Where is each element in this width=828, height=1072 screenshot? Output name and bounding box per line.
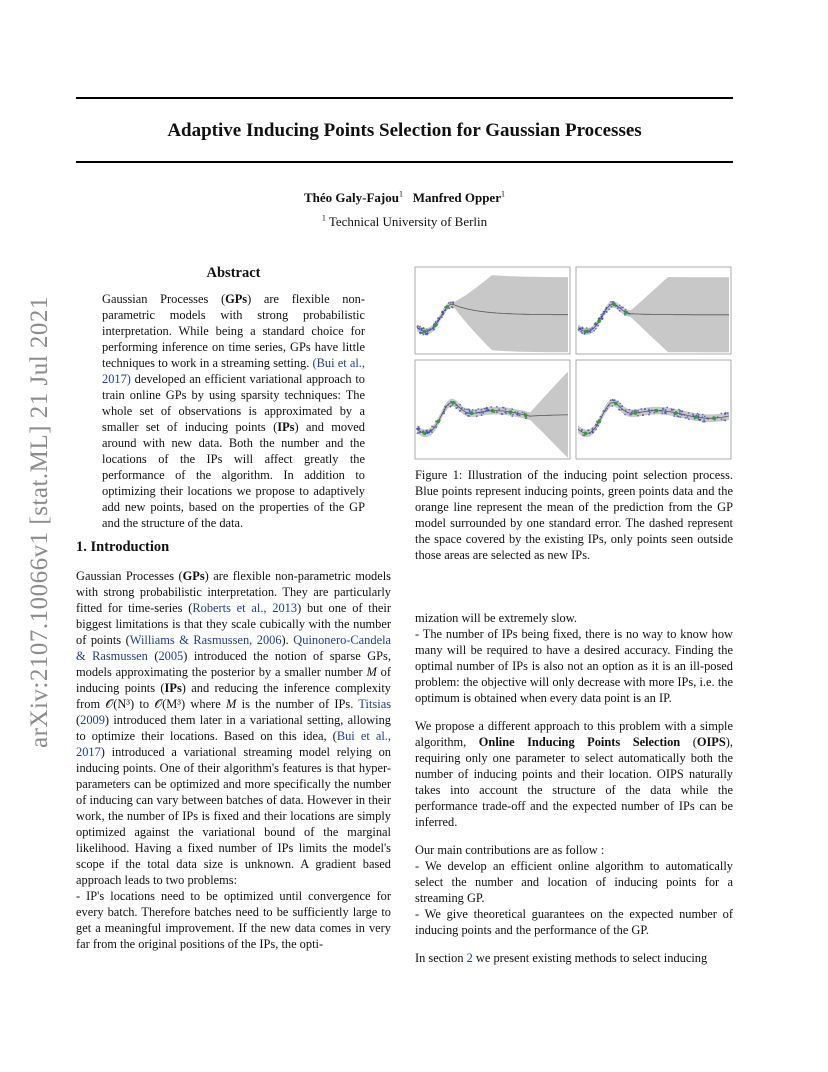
data-point: [649, 412, 651, 414]
data-point: [442, 314, 444, 316]
data-point: [681, 414, 683, 416]
data-point: [621, 405, 623, 407]
data-point: [617, 307, 619, 309]
data-point: [484, 408, 486, 410]
data-point: [688, 412, 690, 414]
data-point: [662, 412, 664, 414]
section-heading-introduction: 1. Introduction: [76, 539, 170, 555]
data-point: [622, 306, 624, 308]
data-point: [648, 409, 650, 411]
data-point: [644, 408, 646, 410]
data-point: [673, 415, 675, 417]
data-point: [627, 412, 629, 414]
affiliation-name: Technical University of Berlin: [328, 214, 488, 229]
data-point: [611, 306, 613, 308]
data-point: [653, 412, 655, 414]
data-point: [586, 327, 588, 329]
data-point: [624, 314, 626, 316]
data-point: [433, 328, 435, 330]
author-list: [76, 190, 733, 206]
data-point: [455, 404, 457, 406]
data-point: [665, 409, 667, 411]
data-point: [619, 310, 621, 312]
data-point: [427, 330, 429, 332]
inducing-point: [634, 411, 638, 415]
data-point: [423, 334, 425, 336]
data-point: [459, 404, 461, 406]
citation-link[interactable]: Williams & Rasmussen, 2006: [129, 633, 282, 647]
data-point: [496, 411, 498, 413]
data-point: [592, 327, 594, 329]
data-point: [433, 426, 435, 428]
data-point: [603, 313, 605, 315]
citation-link[interactable]: 2: [466, 951, 473, 965]
data-point: [595, 328, 597, 330]
paper-title: Adaptive Inducing Points Selection for Gaussian Processes: [167, 120, 642, 141]
data-point: [620, 307, 622, 309]
data-point: [624, 414, 626, 416]
figure-1-illustration: [413, 265, 733, 461]
data-point: [431, 425, 433, 427]
data-point: [479, 412, 481, 414]
data-point: [679, 413, 681, 415]
data-point: [610, 399, 612, 401]
data-point: [488, 409, 490, 411]
data-point: [600, 314, 602, 316]
data-point: [595, 424, 597, 426]
inducing-point: [470, 412, 474, 416]
data-point: [449, 406, 451, 408]
data-point: [522, 411, 524, 413]
data-point: [721, 413, 723, 415]
data-point: [589, 433, 591, 435]
figure-caption: Figure 1: Illustration of the inducing point selection process. Blue points represent inducing points, green points data and the orange line represent the mean of the prediction from the GP model surrounded by one standard error. The dashed represent the space covered by the existing IPs, only points seen outside those areas are selected as new IPs.: [415, 468, 733, 562]
data-point: [595, 429, 597, 431]
data-point: [466, 412, 468, 414]
data-point: [582, 328, 584, 330]
data-point: [608, 405, 610, 407]
data-point: [637, 410, 639, 412]
data-point: [444, 310, 446, 312]
data-point: [688, 418, 690, 420]
author-affil-mark: 1: [399, 189, 403, 199]
citation-link[interactable]: Titsias: [358, 697, 392, 711]
data-point: [593, 330, 595, 332]
data-point: [419, 326, 421, 328]
data-point: [417, 325, 419, 327]
data-point: [638, 412, 640, 414]
data-point: [682, 410, 684, 412]
affiliation-mark: 1: [321, 213, 326, 223]
data-point: [642, 414, 644, 416]
citation-link[interactable]: Roberts et al., 2013: [192, 601, 298, 615]
data-point: [483, 412, 485, 414]
data-point: [447, 404, 449, 406]
data-point: [526, 417, 528, 419]
data-point: [437, 320, 439, 322]
data-point: [582, 434, 584, 436]
data-point: [628, 409, 630, 411]
data-point: [442, 413, 444, 415]
data-point: [423, 327, 425, 329]
data-point: [435, 321, 437, 323]
data-point: [697, 418, 699, 420]
data-point: [511, 415, 513, 417]
data-point: [461, 407, 463, 409]
inducing-point: [597, 420, 601, 424]
abstract-text: Gaussian Processes (GPs) are flexible non-parametric models with strong probabilistic interpretation. While being a standard choice for performing inference on time series, GPs have little techniques to work in a streaming setting. (Bui et al., 2017) developed an efficient variational approach to train online GPs by using sparsity techniques: The whole set of observations is approximated by a smaller set of inducing points (IPs) and moved around with new data. Both the number and the locations of the IPs will affect greatly the performance of the algorithm. In addition to optimizing their locations we propose to adaptively add new points, based on the properties of the GP and the structure of the data.: [102, 292, 365, 530]
data-point: [587, 429, 589, 431]
data-point: [504, 412, 506, 414]
data-point: [603, 311, 605, 313]
data-point: [444, 409, 446, 411]
inducing-point: [491, 409, 495, 413]
data-point: [609, 304, 611, 306]
data-point: [511, 408, 513, 410]
data-point: [589, 331, 591, 333]
data-point: [619, 406, 621, 408]
inducing-point: [436, 420, 440, 424]
citation-link[interactable]: (Bui et al., 2017): [102, 356, 365, 386]
citation-link[interactable]: 2005: [158, 649, 184, 663]
data-point: [417, 432, 419, 434]
citation-link[interactable]: Quinonero-Candela & Rasmussen: [76, 633, 392, 663]
data-point: [687, 416, 689, 418]
data-point: [481, 409, 483, 411]
data-point: [610, 301, 612, 303]
data-point: [490, 406, 492, 408]
data-point: [475, 410, 477, 412]
data-point: [421, 332, 423, 334]
data-point: [665, 411, 667, 413]
data-point: [464, 408, 466, 410]
data-point: [678, 409, 680, 411]
data-point: [466, 408, 468, 410]
data-point: [701, 416, 703, 418]
data-point: [631, 412, 633, 414]
author-name: Théo Galy-Fajou: [304, 190, 399, 205]
data-point: [725, 420, 727, 422]
data-point: [419, 328, 421, 330]
data-point: [704, 416, 706, 418]
data-point: [425, 333, 427, 335]
data-point: [579, 327, 581, 329]
top-rule: [76, 97, 733, 99]
paragraph-proposal: We propose a different approach to this problem with a simple algorithm, Online Inducing Points Selection (OIPS), requiring only one parameter to select automatically both the number of inducing points and their location. OIPS naturally takes into account the structure of the data while the performance trade-off and the expected number of IPs can be inferred.: [415, 719, 733, 829]
author-name: Manfred Opper: [412, 190, 501, 205]
paragraph-outline: In section 2 we present existing methods to select inducing: [415, 951, 708, 965]
data-point: [631, 414, 633, 416]
data-point: [592, 432, 594, 434]
data-point: [619, 305, 621, 307]
inducing-point: [712, 416, 716, 420]
right-column-text: [415, 610, 733, 966]
author-affil-mark: 1: [500, 189, 505, 199]
data-point: [476, 412, 478, 414]
data-point: [505, 408, 507, 410]
data-point: [617, 401, 619, 403]
inducing-point: [433, 324, 437, 328]
arxiv-stamp: arXiv:2107.10066v1 [stat.ML] 21 Jul 2021: [26, 296, 53, 749]
data-point: [663, 408, 665, 410]
inducing-point: [445, 305, 449, 309]
data-point: [514, 411, 516, 413]
inducing-point: [451, 401, 455, 405]
data-point: [481, 414, 483, 416]
data-point: [443, 411, 445, 413]
citation-link[interactable]: Bui et al., 2017: [76, 729, 392, 759]
citation-link[interactable]: 2009: [80, 713, 105, 727]
data-point: [602, 318, 604, 320]
data-point: [460, 410, 462, 412]
data-point: [717, 416, 719, 418]
data-point: [589, 328, 591, 330]
data-point: [613, 400, 615, 402]
data-point: [425, 430, 427, 432]
data-point: [472, 409, 474, 411]
data-point: [605, 410, 607, 412]
data-point: [477, 408, 479, 410]
data-point: [702, 421, 704, 423]
data-point: [698, 416, 700, 418]
data-point: [443, 312, 445, 314]
data-point: [685, 417, 687, 419]
inducing-point: [674, 411, 678, 415]
data-point: [605, 308, 607, 310]
data-point: [451, 306, 453, 308]
data-point: [435, 426, 437, 428]
paragraph-contributions: Our main contributions are as follow : - We develop an efficient online algorithm to automatically select the number and location of inducing points for a streaming GP. - We give theoretical guarantees on the expected number of inducing points and the performance of the GP.: [415, 843, 733, 937]
inducing-point: [509, 410, 513, 414]
data-point: [721, 419, 723, 421]
data-point: [606, 311, 608, 313]
data-point: [517, 411, 519, 413]
data-point: [676, 415, 678, 417]
data-point: [597, 325, 599, 327]
data-point: [501, 413, 503, 415]
data-point: [637, 415, 639, 417]
data-point: [457, 407, 459, 409]
data-point: [684, 414, 686, 416]
data-point: [597, 425, 599, 427]
data-point: [452, 302, 454, 304]
data-point: [671, 408, 673, 410]
data-point: [503, 407, 505, 409]
data-point: [611, 405, 613, 407]
data-point: [580, 331, 582, 333]
data-point: [601, 316, 603, 318]
paragraph-problems-continued: mization will be extremely slow. - The number of IPs being fixed, there is no way to know how many will be required to have a desired accuracy. Finding the optimal number of IPs is also not an option as it is an ill-posed problem: the objective will only decrease with more IPs, i.e. the optimum is obtained when every data point is an IP.: [415, 611, 733, 705]
data-point: [496, 406, 498, 408]
data-point: [469, 410, 471, 412]
data-point: [727, 412, 729, 414]
data-point: [592, 429, 594, 431]
data-point: [648, 414, 650, 416]
data-point: [602, 410, 604, 412]
data-point: [429, 430, 431, 432]
data-point: [450, 302, 452, 304]
data-point: [606, 408, 608, 410]
introduction-text: Gaussian Processes (GPs) are flexible non-parametric models with strong probabilistic interpretation. They are particularly fitted for time-series (Roberts et al., 2013) but one of their biggest limitations is that they scale cubically with the number of points (Williams & Rasmussen, 2006). Quinonero-Candela & Rasmussen (2005) introduced the notion of sparse GPs, models approximating the posterior by a smaller number M of inducing points (IPs) and reducing the inference complexity from 𝒪(N³) to 𝒪(M³) where M is the number of IPs. Titsias (2009) introduced them later in a variational setting, allowing to optimize their locations. Based on this idea, (Bui et al., 2017) introduced a variational streaming model relying on inducing points. One of their algorithm's features is that hyper-parameters can be optimized and more specifically the number of inducing can vary between batches of data. However in their work, the number of IPs is fixed and their locations are simply optimized against the variational bound of the marginal likelihood. Having a fixed number of IPs limits the model's scope if the total data size is unknown. A gradient based approach leads to two problems: - IP's locations need to be optimized until convergence for every batch. Therefore batches need to be sufficiently large to get a meaningful improvement. If the new data comes in very far from the original positions of the IPs, the opti-: [76, 569, 392, 951]
data-point: [445, 406, 447, 408]
data-point: [418, 426, 420, 428]
data-point: [618, 409, 620, 411]
data-point: [441, 316, 443, 318]
data-point: [600, 416, 602, 418]
data-point: [486, 410, 488, 412]
data-point: [608, 308, 610, 310]
inducing-point: [423, 330, 427, 334]
data-point: [625, 409, 627, 411]
data-point: [724, 413, 726, 415]
inducing-point: [524, 413, 528, 417]
data-point: [661, 410, 663, 412]
inducing-point: [655, 409, 659, 413]
data-point: [640, 408, 642, 410]
data-point: [448, 302, 450, 304]
data-point: [616, 305, 618, 307]
data-point: [431, 431, 433, 433]
data-point: [476, 415, 478, 417]
title-bottom-rule: [76, 161, 733, 163]
data-point: [465, 413, 467, 415]
data-point: [428, 329, 430, 331]
data-point: [704, 421, 706, 423]
data-point: [702, 414, 704, 416]
inducing-point: [584, 432, 588, 436]
data-point: [679, 416, 681, 418]
data-point: [419, 431, 421, 433]
data-point: [468, 415, 470, 417]
data-point: [438, 318, 440, 320]
data-point: [426, 329, 428, 331]
inducing-point: [625, 311, 629, 315]
inducing-point: [694, 415, 698, 419]
data-point: [519, 414, 521, 416]
data-point: [625, 309, 627, 311]
data-point: [606, 307, 608, 309]
data-point: [516, 414, 518, 416]
data-point: [651, 409, 653, 411]
affiliation: [76, 214, 733, 230]
data-point: [498, 408, 500, 410]
inducing-point: [597, 319, 601, 323]
data-point: [418, 427, 420, 429]
data-point: [666, 407, 668, 409]
data-point: [581, 429, 583, 431]
data-point: [512, 414, 514, 416]
data-point: [427, 432, 429, 434]
data-point: [621, 409, 623, 411]
data-point: [659, 410, 661, 412]
data-point: [706, 417, 708, 419]
data-point: [697, 413, 699, 415]
inducing-point: [584, 330, 588, 334]
data-point: [485, 407, 487, 409]
data-point: [468, 408, 470, 410]
inducing-point: [423, 432, 427, 436]
data-point: [416, 428, 418, 430]
inducing-point: [614, 402, 618, 406]
abstract-heading: Abstract: [206, 265, 261, 281]
data-point: [481, 412, 483, 414]
inducing-point: [612, 303, 616, 307]
data-point: [703, 419, 705, 421]
data-point: [594, 324, 596, 326]
data-point: [619, 403, 621, 405]
